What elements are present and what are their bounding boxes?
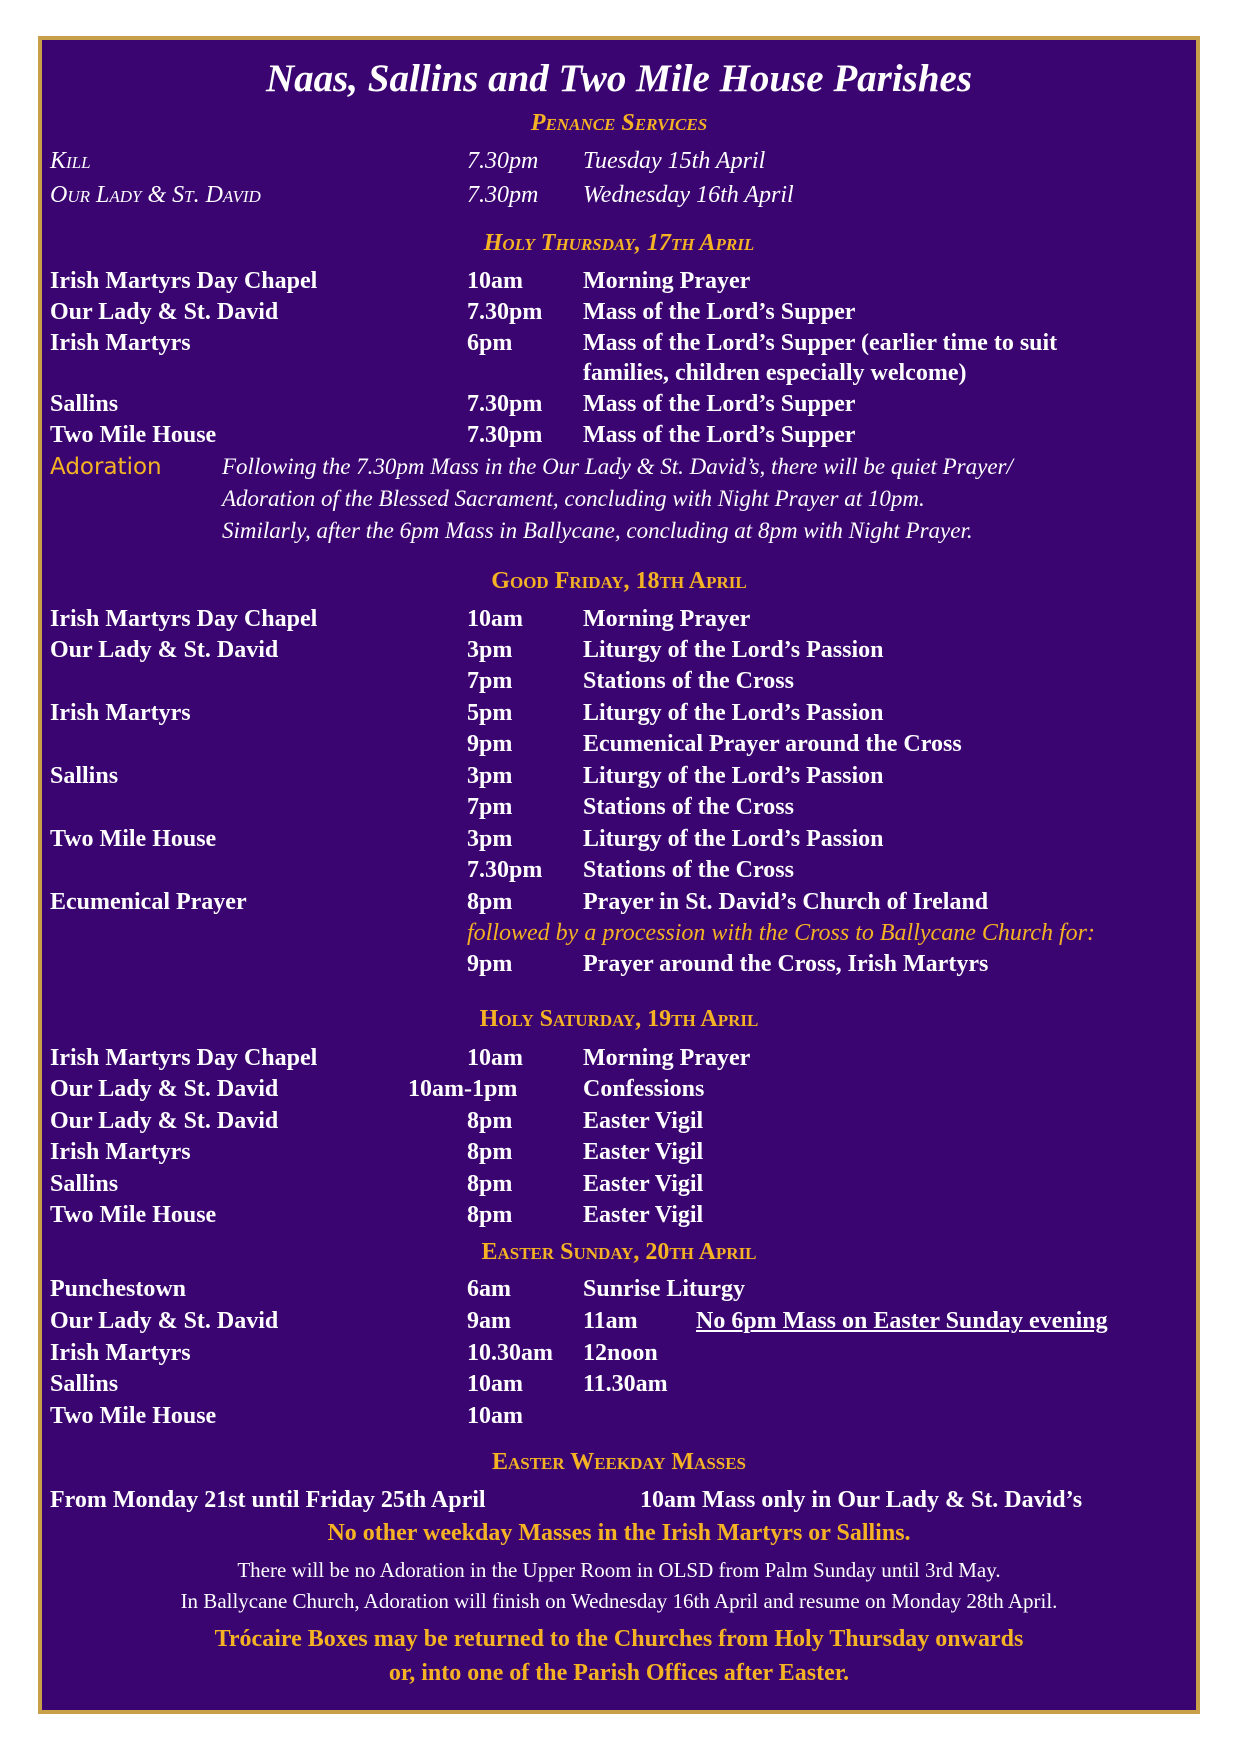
time: 7.30pm (467, 148, 539, 174)
adoration-label: Adoration (50, 454, 162, 480)
time: 7.30pm (467, 391, 543, 417)
event: Prayer around the Cross, Irish Martyrs (583, 951, 989, 977)
place: Irish Martyrs (50, 1340, 191, 1366)
adoration-line: Following the 7.30pm Mass in the Our Lady & St. David’s, there will be quiet Prayer/ (222, 454, 1013, 479)
time: 10am (467, 1371, 523, 1397)
place: Our Lady & St. David (50, 1108, 279, 1134)
event: Mass of the Lord’s Supper (583, 422, 856, 448)
table-row (42, 794, 1196, 824)
time: 9pm (467, 951, 513, 977)
table-row (42, 182, 1196, 212)
table-row (42, 1308, 1196, 1338)
event: Easter Vigil (583, 1139, 704, 1165)
table-row (42, 1045, 1196, 1075)
time: 10am (467, 268, 523, 294)
event: Liturgy of the Lord’s Passion (583, 763, 884, 789)
table-row (42, 360, 1196, 390)
page-title: Naas, Sallins and Two Mile House Parishes (265, 57, 973, 100)
place: Irish Martyrs Day Chapel (50, 1045, 318, 1071)
event: Mass of the Lord’s Supper (583, 299, 856, 325)
event: Easter Vigil (583, 1108, 704, 1134)
place: Our Lady & St. David (50, 1308, 279, 1334)
penance-heading: Penance Services (530, 110, 708, 136)
table-row (42, 606, 1196, 636)
table-row (42, 700, 1196, 730)
easter-sunday-heading: Easter Sunday, 20th April (481, 1239, 757, 1265)
table-row (42, 1139, 1196, 1169)
table-row (42, 1403, 1196, 1433)
event: Confessions (583, 1076, 705, 1102)
place: Sallins (50, 763, 119, 789)
table-row (42, 422, 1196, 452)
event: Liturgy of the Lord’s Passion (583, 700, 884, 726)
place: Kill (50, 148, 91, 174)
event: Stations of the Cross (583, 668, 794, 694)
time: 10am (467, 1403, 523, 1429)
table-row (42, 889, 1196, 919)
time: 7pm (467, 668, 513, 694)
time: 7.30pm (467, 422, 543, 448)
event: Easter Vigil (583, 1202, 704, 1228)
table-row (42, 951, 1196, 981)
time: 5pm (467, 700, 513, 726)
place: Our Lady & St. David (50, 299, 279, 325)
time: 8pm (467, 1171, 513, 1197)
time: 6am (467, 1276, 511, 1302)
place: Ecumenical Prayer (50, 889, 247, 915)
table-row (42, 268, 1196, 298)
date: Tuesday 15th April (583, 148, 766, 174)
weekday-line (42, 1487, 1196, 1517)
place: Irish Martyrs (50, 330, 191, 356)
table-row (42, 1171, 1196, 1201)
event: 12noon (583, 1340, 658, 1366)
table-row (42, 330, 1196, 360)
date: Wednesday 16th April (583, 182, 794, 208)
holy-saturday-heading: Holy Saturday, 19th April (479, 1006, 759, 1032)
event: Morning Prayer (583, 268, 751, 294)
time: 10am (467, 1045, 523, 1071)
holy-thursday-heading: Holy Thursday, 17th April (483, 230, 755, 256)
place: Irish Martyrs (50, 1139, 191, 1165)
time: 9pm (467, 731, 513, 757)
place: Our Lady & St. David (50, 182, 261, 208)
weekday-mass-info: 10am Mass only in Our Lady & St. David’s (640, 1487, 1083, 1513)
place: Irish Martyrs Day Chapel (50, 606, 318, 632)
time: 7.30pm (467, 299, 543, 325)
event: Mass of the Lord’s Supper (583, 391, 856, 417)
procession-note-row (42, 920, 1196, 950)
place: Two Mile House (50, 1202, 217, 1228)
trocaire-line: or, into one of the Parish Offices after Easter. (388, 1660, 850, 1686)
event: 11am (583, 1308, 638, 1334)
table-row (42, 1076, 1196, 1106)
weekday-dates: From Monday 21st until Friday 25th April (50, 1487, 486, 1513)
place: Sallins (50, 1371, 119, 1397)
event: Mass of the Lord’s Supper (earlier time to suit (583, 330, 1058, 356)
good-friday-heading: Good Friday, 18th April (491, 568, 747, 594)
time: 10.30am (467, 1340, 553, 1366)
time: 7pm (467, 794, 513, 820)
time: 8pm (467, 1202, 513, 1228)
place: Sallins (50, 391, 119, 417)
table-row (42, 1340, 1196, 1370)
table-row (42, 668, 1196, 698)
time: 8pm (467, 1139, 513, 1165)
time: 10am-1pm (408, 1076, 518, 1102)
place: Irish Martyrs (50, 700, 191, 726)
schedule-panel (38, 36, 1200, 1714)
place: Our Lady & St. David (50, 1076, 279, 1102)
event: Easter Vigil (583, 1171, 704, 1197)
time: 3pm (467, 763, 513, 789)
time: 7.30pm (467, 857, 543, 883)
time: 7.30pm (467, 182, 539, 208)
time: 3pm (467, 826, 513, 852)
time: 8pm (467, 889, 513, 915)
procession-note: followed by a procession with the Cross to Ballycane Church for: (467, 920, 1095, 946)
place: Our Lady & St. David (50, 637, 279, 663)
time: 10am (467, 606, 523, 632)
event: families, children especially welcome) (583, 360, 967, 386)
time: 9am (467, 1308, 511, 1334)
table-row (42, 148, 1196, 178)
table-row (42, 299, 1196, 329)
event: Liturgy of the Lord’s Passion (583, 637, 884, 663)
table-row (42, 1371, 1196, 1401)
table-row (42, 1202, 1196, 1232)
event: Ecumenical Prayer around the Cross (583, 731, 962, 757)
table-row (42, 1276, 1196, 1306)
table-row (42, 857, 1196, 887)
no-evening-mass-note: No 6pm Mass on Easter Sunday evening (696, 1308, 1108, 1334)
adoration-line: Similarly, after the 6pm Mass in Ballycane, concluding at 8pm with Night Prayer. (222, 518, 973, 543)
time: 8pm (467, 1108, 513, 1134)
time: 6pm (467, 330, 513, 356)
adoration-line: Adoration of the Blessed Sacrament, concluding with Night Prayer at 10pm. (222, 486, 925, 511)
event: 11.30am (583, 1371, 668, 1397)
event: Sunrise Liturgy (583, 1276, 746, 1302)
table-row (42, 637, 1196, 667)
place: Two Mile House (50, 826, 217, 852)
event: Morning Prayer (583, 1045, 751, 1071)
no-weekday-masses-note: No other weekday Masses in the Irish Martyrs or Sallins. (327, 1520, 911, 1546)
event: Morning Prayer (583, 606, 751, 632)
place: Two Mile House (50, 1403, 217, 1429)
easter-weekday-heading: Easter Weekday Masses (491, 1449, 747, 1475)
trocaire-line: Trócaire Boxes may be returned to the Churches from Holy Thursday onwards (214, 1626, 1024, 1652)
table-row (42, 731, 1196, 761)
time: 3pm (467, 637, 513, 663)
table-row (42, 1108, 1196, 1138)
event: Liturgy of the Lord’s Passion (583, 826, 884, 852)
event: Prayer in St. David’s Church of Ireland (583, 889, 989, 915)
place: Two Mile House (50, 422, 217, 448)
place: Punchestown (50, 1276, 187, 1302)
table-row (42, 391, 1196, 421)
info-line: In Ballycane Church, Adoration will finish on Wednesday 16th April and resume on Monday 28th April. (180, 1589, 1058, 1613)
place: Sallins (50, 1171, 119, 1197)
event: Stations of the Cross (583, 794, 794, 820)
table-row (42, 763, 1196, 793)
table-row (42, 826, 1196, 856)
event: Stations of the Cross (583, 857, 794, 883)
info-line: There will be no Adoration in the Upper Room in OLSD from Palm Sunday until 3rd May. (237, 1558, 1001, 1582)
place: Irish Martyrs Day Chapel (50, 268, 318, 294)
